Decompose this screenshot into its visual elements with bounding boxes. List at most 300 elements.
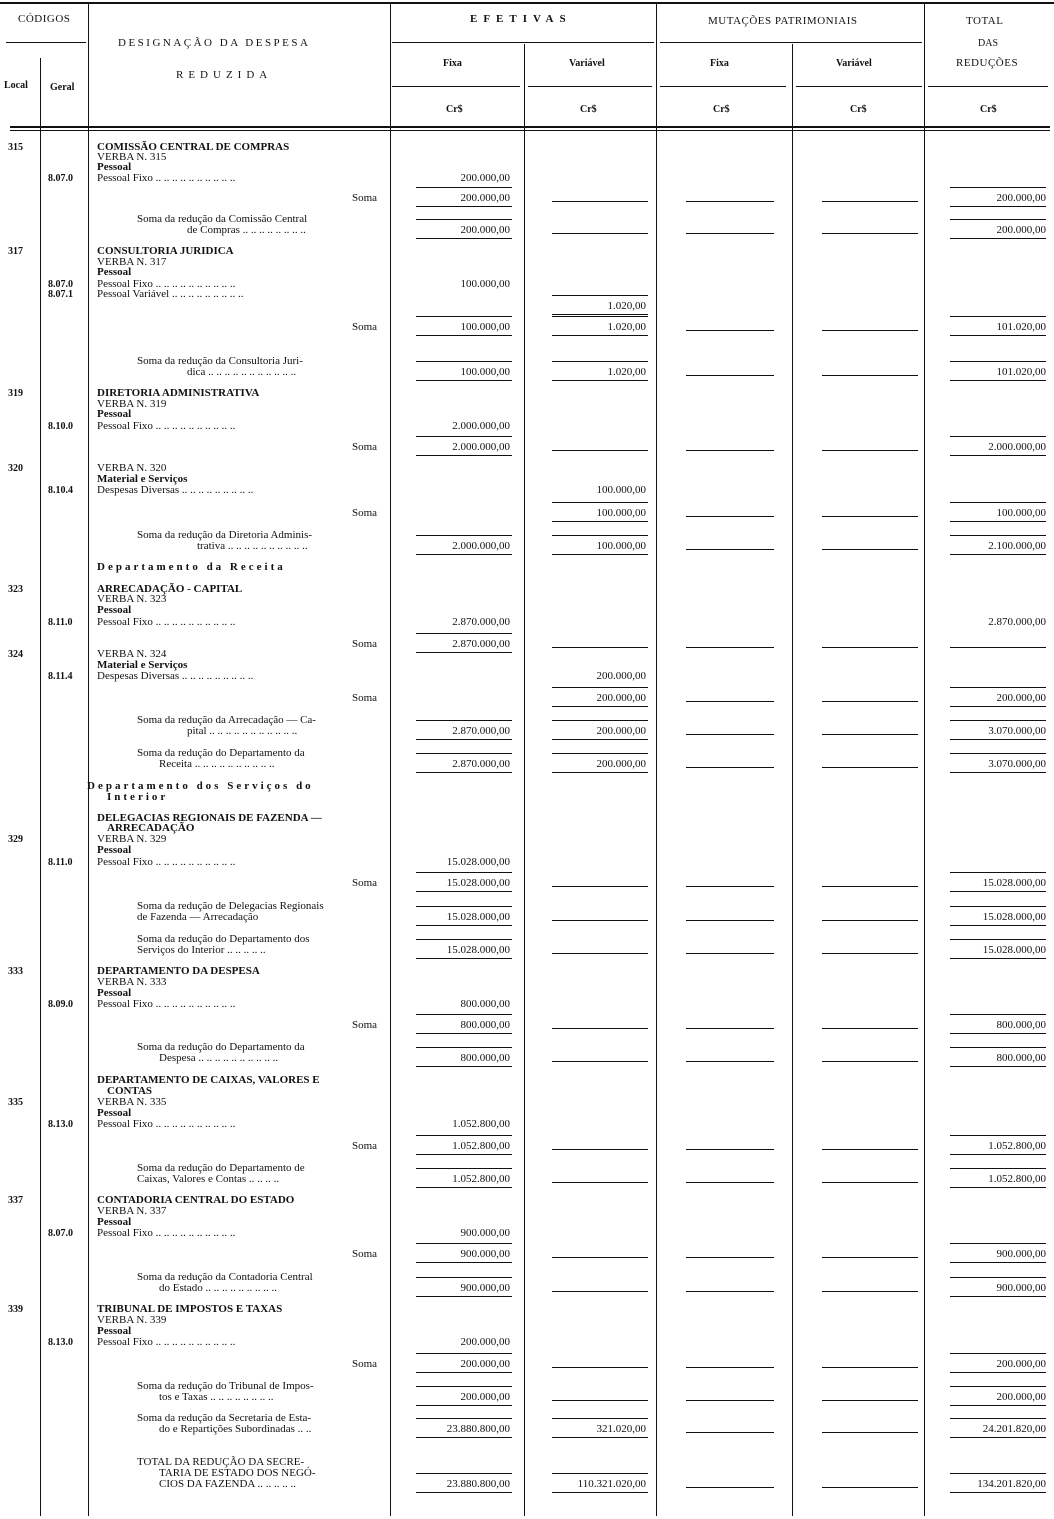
blank-rule [822,201,918,202]
value-rule [552,753,648,754]
blank-rule [822,549,918,550]
row-description: CONTADORIA CENTRAL DO ESTADO [97,1194,295,1206]
row-description: de Compras .. .. .. .. .. .. .. .. [187,224,306,236]
header-reduzida: REDUZIDA [176,69,273,81]
row-description: Pessoal Fixo .. .. .. .. .. .. .. .. .. .. [97,172,236,184]
blank-rule [552,450,648,451]
value-rule [950,1033,1046,1034]
value-rule [552,316,648,317]
row-description: Pessoal Variável .. .. .. .. .. .. .. .. .. [97,288,244,300]
value-rule [416,206,512,207]
row-geral-code: 8.07.0 [48,1228,73,1239]
row-description: Pessoal Fixo .. .. .. .. .. .. .. .. .. .. [97,856,236,868]
row-local-code: 337 [8,1195,23,1206]
row-value-total: 200.000,00 [996,692,1046,704]
blank-rule [822,734,918,735]
value-rule [416,1473,512,1474]
row-geral-code: 8.11.0 [48,617,73,628]
value-rule [552,535,648,536]
row-value-ef-fixa: 2.870.000,00 [452,638,510,650]
value-rule [416,872,512,873]
header-bottom-rule-2 [10,130,1050,131]
value-rule [552,1492,648,1493]
header-das: DAS [978,38,999,49]
value-rule [416,753,512,754]
value-rule [950,187,1046,188]
row-description: DEPARTAMENTO DA DESPESA [97,965,260,977]
row-value-ef-fixa: 15.028.000,00 [446,856,510,868]
blank-rule [686,920,774,921]
row-value-ef-fixa: 200.000,00 [460,1391,510,1403]
value-rule [416,219,512,220]
value-rule [950,219,1046,220]
value-rule [950,753,1046,754]
value-rule [950,891,1046,892]
value-rule [416,633,512,634]
row-description: Pessoal Fixo .. .. .. .. .. .. .. .. .. .. [97,1118,236,1130]
row-description: Departamento dos Serviços do [87,780,314,792]
row-description: Pessoal Fixo .. .. .. .. .. .. .. .. .. .. [97,998,236,1010]
row-geral-code: 8.11.0 [48,857,73,868]
blank-rule [552,1291,648,1292]
col-sep-desc [390,4,391,1516]
row-description: Pessoal [97,161,132,173]
row-description: dica .. .. .. .. .. .. .. .. .. .. .. [187,366,297,378]
value-rule [416,925,512,926]
blank-rule [552,1182,648,1183]
row-value-ef-fixa: 2.870.000,00 [452,758,510,770]
blank-rule [686,734,774,735]
blank-rule [686,375,774,376]
header-reducoes: REDUÇÕES [956,57,1019,69]
subhead-rule-5 [928,86,1048,87]
value-rule [950,939,1046,940]
value-rule [552,687,648,688]
row-value-total: 200.000,00 [996,192,1046,204]
row-value-ef-var: 1.020,00 [607,300,646,312]
value-rule [950,535,1046,536]
col-sep-mut [792,44,793,1516]
blank-rule [552,1028,648,1029]
value-rule [416,335,512,336]
value-rule [416,1243,512,1244]
row-value-total: 900.000,00 [996,1282,1046,1294]
row-description: VERBA N. 323 [97,593,167,605]
value-rule [950,925,1046,926]
blank-rule [552,647,648,648]
blank-rule [822,1432,918,1433]
value-rule [416,1437,512,1438]
header-ef-variavel: Variável [569,58,605,69]
header-ef-fixa: Fixa [443,58,462,69]
row-value-ef-fixa: 900.000,00 [460,1282,510,1294]
row-value-ef-fixa: 23.880.800,00 [446,1423,510,1435]
row-value-total: 200.000,00 [996,1358,1046,1370]
row-description: Soma da redução da Arrecadação — Ca- [137,714,316,726]
value-rule [950,335,1046,336]
blank-rule [686,201,774,202]
blank-rule [686,886,774,887]
blank-rule [552,1257,648,1258]
row-local-code: 317 [8,246,23,257]
col-sep-total [924,4,925,1516]
blank-rule [686,1367,774,1368]
blank-rule [822,450,918,451]
value-rule [416,652,512,653]
row-local-code: 333 [8,966,23,977]
row-value-total: 800.000,00 [996,1019,1046,1031]
row-value-total: 134.201.820,00 [977,1478,1046,1490]
row-description: ARRECADAÇÃO - CAPITAL [97,583,243,595]
row-value-ef-fixa: 800.000,00 [460,998,510,1010]
row-description: Pessoal Fixo .. .. .. .. .. .. .. .. .. .. [97,1336,236,1348]
row-description: do e Repartições Subordinadas .. .. [159,1423,312,1435]
value-rule [416,1135,512,1136]
subhead-rule-4 [796,86,922,87]
currency-ef-var: Cr$ [580,104,597,115]
blank-rule [822,701,918,702]
row-value-ef-var: 100.000,00 [596,484,646,496]
row-description: Pessoal [97,604,132,616]
value-rule [950,1187,1046,1188]
row-description: TARIA DE ESTADO DOS NEGÓ- [159,1467,316,1479]
row-value-ef-fixa: 800.000,00 [460,1052,510,1064]
value-rule [416,1154,512,1155]
row-soma-label: Soma [352,1248,378,1260]
row-description: Soma da redução da Contadoria Central [137,1271,313,1283]
blank-rule [822,1257,918,1258]
row-description: Pessoal Fixo .. .. .. .. .. .. .. .. .. .. [97,1227,236,1239]
row-description: trativa .. .. .. .. .. .. .. .. .. .. [197,540,308,552]
row-description: Soma da redução da Secretaria de Esta- [137,1412,312,1424]
value-rule [950,1473,1046,1474]
row-value-ef-fixa: 2.000.000,00 [452,441,510,453]
blank-rule [822,1182,918,1183]
col-sep-efmut [656,4,657,1516]
row-description: TOTAL DA REDUÇÃO DA SECRE- [137,1456,305,1468]
value-rule [552,295,648,296]
value-rule [416,361,512,362]
blank-rule [686,233,774,234]
blank-rule [686,1400,774,1401]
value-rule [416,455,512,456]
row-geral-code: 8.07.0 [48,173,73,184]
blank-rule [552,920,648,921]
top-rule [0,2,1054,4]
row-description: DIRETORIA ADMINISTRATIVA [97,387,260,399]
row-value-ef-var: 100.000,00 [596,540,646,552]
blank-rule [686,549,774,550]
row-value-ef-fixa: 2.000.000,00 [452,540,510,552]
row-description: Soma da redução da Diretoria Adminis- [137,529,313,541]
value-rule [552,720,648,721]
header-codigos: CÓDIGOS [18,13,71,25]
row-description: VERBA N. 335 [97,1096,167,1108]
row-value-ef-fixa: 200.000,00 [460,192,510,204]
value-rule [416,1492,512,1493]
row-description: VERBA N. 315 [97,151,167,163]
row-description: de Fazenda — Arrecadação [137,911,259,923]
row-value-total: 3.070.000,00 [988,725,1046,737]
col-sep-geral [88,4,89,1516]
row-local-code: 320 [8,463,23,474]
value-rule [416,535,512,536]
row-description: Pessoal [97,408,132,420]
blank-rule [950,647,1046,648]
row-value-ef-fixa: 200.000,00 [460,172,510,184]
value-rule [950,361,1046,362]
row-local-code: 335 [8,1097,23,1108]
row-geral-code: 8.13.0 [48,1119,73,1130]
efetivas-rule [392,42,654,43]
row-value-total: 101.020,00 [996,321,1046,333]
value-rule [950,238,1046,239]
codigos-rule [6,42,86,43]
value-rule [950,436,1046,437]
blank-rule [686,516,774,517]
row-description: Despesas Diversas .. .. .. .. .. .. .. .. .. [97,484,254,496]
row-description: Pessoal Fixo .. .. .. .. .. .. .. .. .. .. [97,278,236,290]
row-geral-code: 8.10.0 [48,421,73,432]
row-value-ef-fixa: 800.000,00 [460,1019,510,1031]
row-value-ef-fixa: 2.870.000,00 [452,616,510,628]
value-rule [950,872,1046,873]
value-rule [950,1154,1046,1155]
row-value-ef-fixa: 1.052.800,00 [452,1118,510,1130]
row-value-ef-var: 1.020,00 [607,321,646,333]
header-bottom-rule [10,126,1050,128]
blank-rule [822,953,918,954]
row-description: VERBA N. 333 [97,976,167,988]
value-rule [552,380,648,381]
header-local: Local [4,80,28,91]
currency-mut-var: Cr$ [850,104,867,115]
blank-rule [822,1061,918,1062]
row-value-ef-var: 1.020,00 [607,366,646,378]
row-geral-code: 8.07.0 [48,279,73,290]
row-description: CONTAS [107,1085,153,1097]
value-rule [416,554,512,555]
header-mutacoes: MUTAÇÕES PATRIMONIAIS [708,15,858,27]
row-description: Material e Serviços [97,659,188,671]
subhead-rule-2 [528,86,652,87]
value-rule [950,1066,1046,1067]
row-soma-label: Soma [352,877,378,889]
blank-rule [686,1028,774,1029]
row-description: Soma da redução do Departamento de [137,1162,305,1174]
row-value-ef-var: 110.321.020,00 [577,1478,646,1490]
value-rule [552,335,648,336]
row-value-total: 15.028.000,00 [982,877,1046,889]
currency-mut-fixa: Cr$ [713,104,730,115]
value-rule [950,1014,1046,1015]
value-rule [552,1418,648,1419]
value-rule [950,1262,1046,1263]
value-rule [950,958,1046,959]
value-rule [950,1492,1046,1493]
blank-rule [686,767,774,768]
row-description: Soma da redução do Departamento dos [137,933,310,945]
value-rule [950,1405,1046,1406]
value-rule [416,1296,512,1297]
value-rule [950,502,1046,503]
row-value-ef-fixa: 200.000,00 [460,1336,510,1348]
value-rule [416,380,512,381]
value-rule [950,316,1046,317]
row-local-code: 339 [8,1304,23,1315]
value-rule [416,1405,512,1406]
value-rule [416,1033,512,1034]
row-description: ARRECADAÇÃO [107,822,195,834]
blank-rule [552,1061,648,1062]
value-rule [416,1386,512,1387]
value-rule [416,1277,512,1278]
blank-rule [686,1182,774,1183]
subhead-rule-1 [392,86,520,87]
col-sep-local [40,58,41,1516]
value-rule [950,720,1046,721]
value-rule [416,238,512,239]
value-rule [416,1014,512,1015]
value-rule [416,316,512,317]
row-value-ef-fixa: 100.000,00 [460,321,510,333]
value-rule [552,1473,648,1474]
row-value-ef-var: 200.000,00 [596,670,646,682]
blank-rule [686,1291,774,1292]
row-description: VERBA N. 339 [97,1314,167,1326]
value-rule [416,1066,512,1067]
value-rule [950,687,1046,688]
row-value-ef-fixa: 100.000,00 [460,278,510,290]
blank-rule [686,647,774,648]
row-value-total: 2.870.000,00 [988,616,1046,628]
value-rule [950,772,1046,773]
value-rule [552,314,648,315]
row-value-ef-fixa: 15.028.000,00 [446,911,510,923]
row-description: Interior [107,791,169,803]
row-value-ef-fixa: 200.000,00 [460,1358,510,1370]
header-mut-fixa: Fixa [710,58,729,69]
row-description: VERBA N. 319 [97,398,167,410]
blank-rule [822,1367,918,1368]
row-value-total: 100.000,00 [996,507,1046,519]
value-rule [950,1135,1046,1136]
row-description: CIOS DA FAZENDA .. .. .. .. .. [159,1478,297,1490]
row-value-total: 900.000,00 [996,1248,1046,1260]
row-geral-code: 8.13.0 [48,1337,73,1348]
value-rule [950,1047,1046,1048]
blank-rule [822,1487,918,1488]
row-value-ef-var: 200.000,00 [596,758,646,770]
row-description: Pessoal [97,1216,132,1228]
value-rule [416,1047,512,1048]
value-rule [416,1168,512,1169]
row-description: Soma da redução da Comissão Central [137,213,308,225]
row-description: Soma da redução do Departamento da [137,1041,305,1053]
row-description: Soma da redução de Delegacias Regionais [137,900,324,912]
value-rule [416,1353,512,1354]
row-value-total: 24.201.820,00 [982,1423,1046,1435]
mutacoes-rule [660,42,922,43]
value-rule [416,958,512,959]
blank-rule [686,1432,774,1433]
row-description: Soma da redução do Tribunal de Impos- [137,1380,314,1392]
row-value-ef-fixa: 15.028.000,00 [446,877,510,889]
blank-rule [822,233,918,234]
row-description: VERBA N. 329 [97,833,167,845]
row-value-ef-var: 100.000,00 [596,507,646,519]
row-local-code: 324 [8,649,23,660]
value-rule [552,521,648,522]
value-rule [950,206,1046,207]
blank-rule [822,920,918,921]
row-value-total: 3.070.000,00 [988,758,1046,770]
value-rule [950,1386,1046,1387]
row-value-ef-fixa: 15.028.000,00 [446,944,510,956]
blank-rule [686,1061,774,1062]
row-description: Despesa .. .. .. .. .. .. .. .. .. .. [159,1052,279,1064]
value-rule [416,1418,512,1419]
row-description: Soma da redução da Consultoria Juri- [137,355,303,367]
blank-rule [686,1149,774,1150]
blank-rule [822,330,918,331]
blank-rule [552,886,648,887]
row-description: pital .. .. .. .. .. .. .. .. .. .. .. [187,725,298,737]
row-description: VERBA N. 337 [97,1205,167,1217]
blank-rule [552,953,648,954]
blank-rule [552,1400,648,1401]
header-geral: Geral [50,82,75,93]
row-value-total: 101.020,00 [996,366,1046,378]
row-value-total: 200.000,00 [996,224,1046,236]
value-rule [416,772,512,773]
row-value-ef-var: 200.000,00 [596,725,646,737]
blank-rule [822,516,918,517]
blank-rule [552,1149,648,1150]
row-description: Pessoal [97,987,132,999]
row-value-ef-fixa: 1.052.800,00 [452,1173,510,1185]
blank-rule [552,201,648,202]
row-soma-label: Soma [352,1358,378,1370]
row-soma-label: Soma [352,441,378,453]
blank-rule [822,647,918,648]
header-designacao: DESIGNAÇÃO DA DESPESA [118,37,311,49]
blank-rule [822,767,918,768]
row-description: do Estado .. .. .. .. .. .. .. .. .. [159,1282,277,1294]
value-rule [950,380,1046,381]
row-value-ef-var: 321.020,00 [596,1423,646,1435]
row-description: tos e Taxas .. .. .. .. .. .. .. .. [159,1391,274,1403]
row-value-total: 800.000,00 [996,1052,1046,1064]
blank-rule [686,1257,774,1258]
row-soma-label: Soma [352,638,378,650]
row-description: Soma da redução do Departamento da [137,747,305,759]
value-rule [552,361,648,362]
value-rule [416,187,512,188]
value-rule [416,939,512,940]
row-description: Pessoal Fixo .. .. .. .. .. .. .. .. .. .. [97,420,236,432]
value-rule [950,1418,1046,1419]
row-value-total: 2.000.000,00 [988,441,1046,453]
row-description: CONSULTORIA JURIDICA [97,245,234,257]
row-description: VERBA N. 320 [97,462,167,474]
blank-rule [686,330,774,331]
value-rule [950,906,1046,907]
header-efetivas: EFETIVAS [470,13,572,25]
row-value-total: 2.100.000,00 [988,540,1046,552]
blank-rule [822,1291,918,1292]
blank-rule [822,1028,918,1029]
